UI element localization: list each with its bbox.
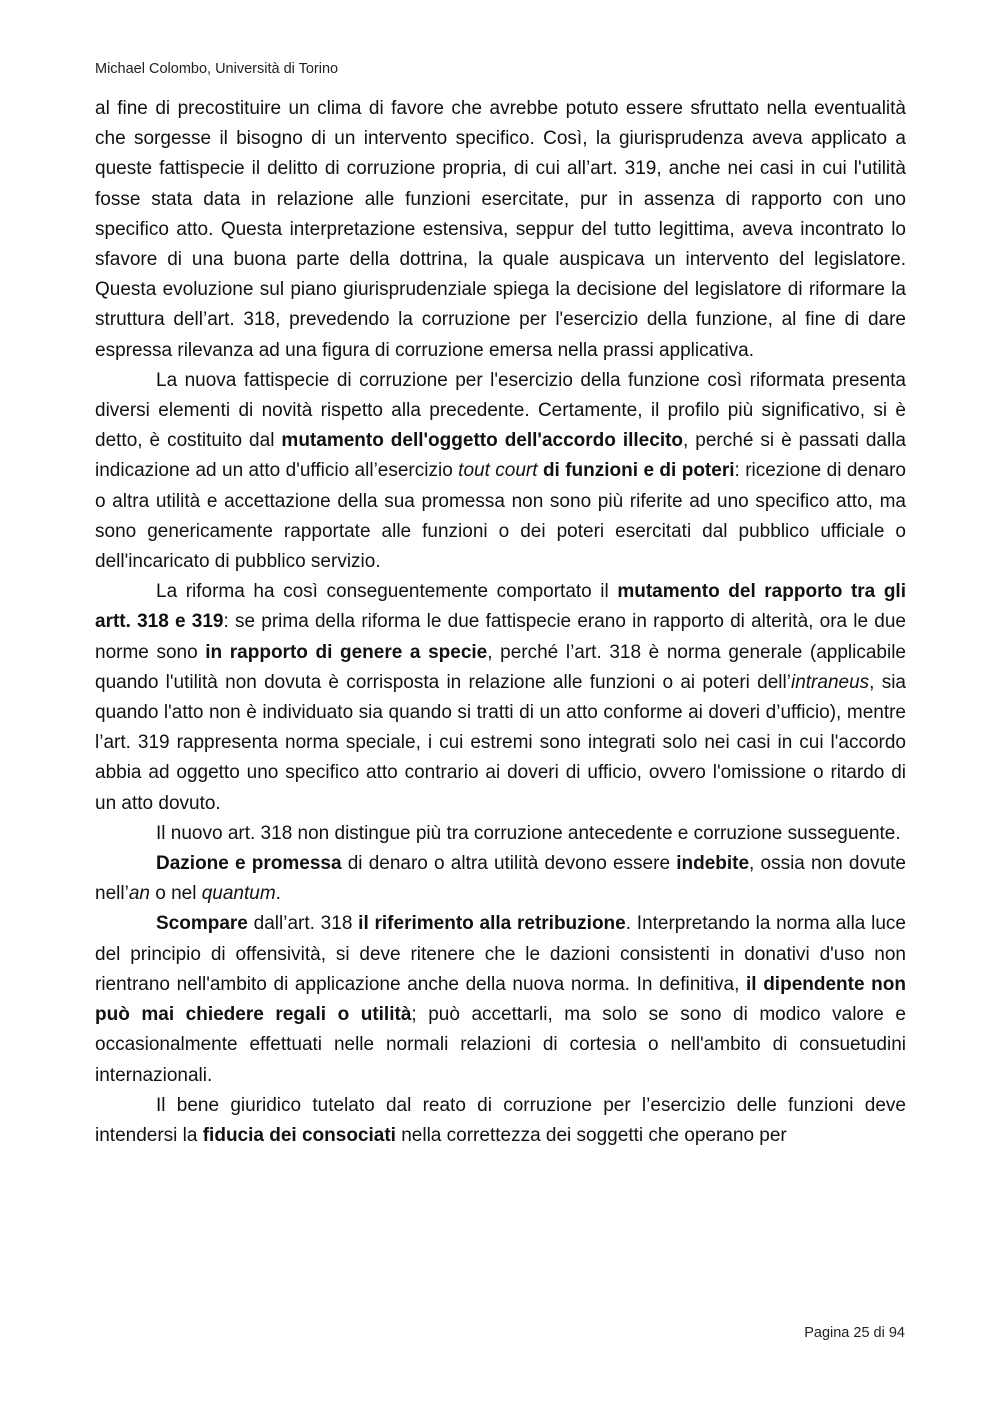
text-run: di denaro o altra utilità devono essere [341, 853, 677, 875]
bold-phrase: in rapporto di genere a specie [205, 641, 488, 663]
text-run: , sia quando l'atto non è individuato sia quando si tratti di un atto conforme ai doveri d’ufficio), mentre l’art. 319 rappresenta norma speciale, i cui estremi sono integrati solo nei casi in cui l'accordo abbia ad oggetto uno specifico atto contrario ai doveri di ufficio, ovvero l'omissione o ritardo di un atto dovuto. [95, 671, 906, 814]
text-run: : se prima della riforma le due fattispecie erano in rapporto di alterità, ora le due norme sono [95, 611, 906, 663]
bold-phrase: fiducia dei consociati [202, 1124, 396, 1146]
body-paragraph [95, 819, 906, 849]
body-paragraph [95, 94, 906, 366]
bold-phrase: indebite [676, 853, 750, 875]
text-run: : ricezione di denaro o altra utilità e accettazione della sua promessa non sono più riferite ad uno specifico atto, ma sono genericamente rapportate alle funzioni o dei poteri esercitati dal pubblico ufficiale o dell'incaricato di pubblico servizio. [95, 460, 906, 573]
text-run: ; può accettarli, ma solo se sono di modico valore e occasionalmente effettuati nelle normali relazioni di cortesia o nell'ambito di consuetudini internazionali. [95, 1004, 906, 1086]
text-run: o nel [149, 883, 202, 905]
text-run: Il nuovo art. 318 non distingue più tra corruzione antecedente e corruzione susseguente. [156, 822, 901, 844]
italic-phrase: quantum [201, 883, 276, 905]
text-run: , ossia non dovute nell’ [95, 853, 906, 905]
bold-phrase: di funzioni e di poteri [542, 460, 735, 482]
body-paragraph [95, 1091, 906, 1151]
bold-phrase: il dipendente non può mai chiedere regali o utilità [95, 973, 906, 1026]
bold-phrase: il riferimento alla retribuzione [358, 913, 626, 935]
italic-phrase: an [128, 883, 150, 905]
text-run: La riforma ha così conseguentemente comportato il [156, 581, 618, 603]
bold-phrase: Dazione e promessa [156, 853, 342, 875]
text-run: , perché si è passati dalla indicazione ad un atto d'ufficio all’esercizio [95, 430, 906, 482]
text-run: La nuova fattispecie di corruzione per l'esercizio della funzione così riformata presenta diversi elementi di novità rispetto alla precedente. Certamente, il profilo più significativo, si è detto, è costituito dal [95, 369, 906, 452]
italic-phrase: tout court [458, 460, 538, 482]
body-paragraph [95, 909, 906, 1090]
running-header: Michael Colombo, Università di Torino [95, 61, 339, 77]
bold-phrase: Scompare [156, 913, 248, 935]
italic-phrase: intraneus [790, 671, 870, 693]
bold-phrase: mutamento dell'oggetto dell'accordo illecito [281, 430, 684, 452]
body-paragraph [95, 366, 906, 577]
body-paragraph [95, 577, 906, 819]
text-run: . [275, 883, 281, 905]
text-run: . Interpretando la norma alla luce del principio di offensività, si deve ritenere che le dazioni consistenti in donativi d'uso non rientrano nell'ambito di applicazione anche della nuova norma. In definitiva, [95, 913, 907, 995]
body-paragraph [95, 849, 906, 909]
body-text [95, 94, 906, 1151]
text-run: dall’art. 318 [247, 913, 359, 935]
text-run: , perché l’art. 318 è norma generale (applicabile quando l'utilità non dovuta è corrisposta in relazione alle funzioni o ai poteri dell’ [95, 641, 906, 693]
text-run: Il bene giuridico tutelato dal reato di corruzione per l’esercizio delle funzioni deve intendersi la [95, 1094, 906, 1146]
page-number: Pagina 25 di 94 [804, 1325, 905, 1341]
text-run: nella correttezza dei soggetti che operano per [395, 1124, 787, 1146]
text-run: al fine di precostituire un clima di favore che avrebbe potuto essere sfruttato nella eventualità che sorgesse il bisogno di un intervento specifico. Così, la giurisprudenza aveva applicato a queste fattispecie il delitto di corruzione propria, di cui all’art. 319, anche nei casi in cui l'utilità fosse stata data in relazione alle funzioni esercitate, pur in assenza di rapporto con uno specifico atto. Questa interpretazione estensiva, seppur del tutto legittima, aveva incontrato lo sfavore di una buona parte della dottrina, la quale auspicava un intervento del legislatore. Questa evoluzione sul piano giurisprudenziale spiega la decisione del legislatore di riformare la struttura dell’art. 318, prevedendo la corruzione per l'esercizio della funzione, al fine di dare espressa rilevanza ad una figura di corruzione emersa nella prassi applicativa. [95, 98, 906, 361]
bold-phrase: mutamento del rapporto tra gli artt. 318 e 319 [95, 581, 906, 633]
